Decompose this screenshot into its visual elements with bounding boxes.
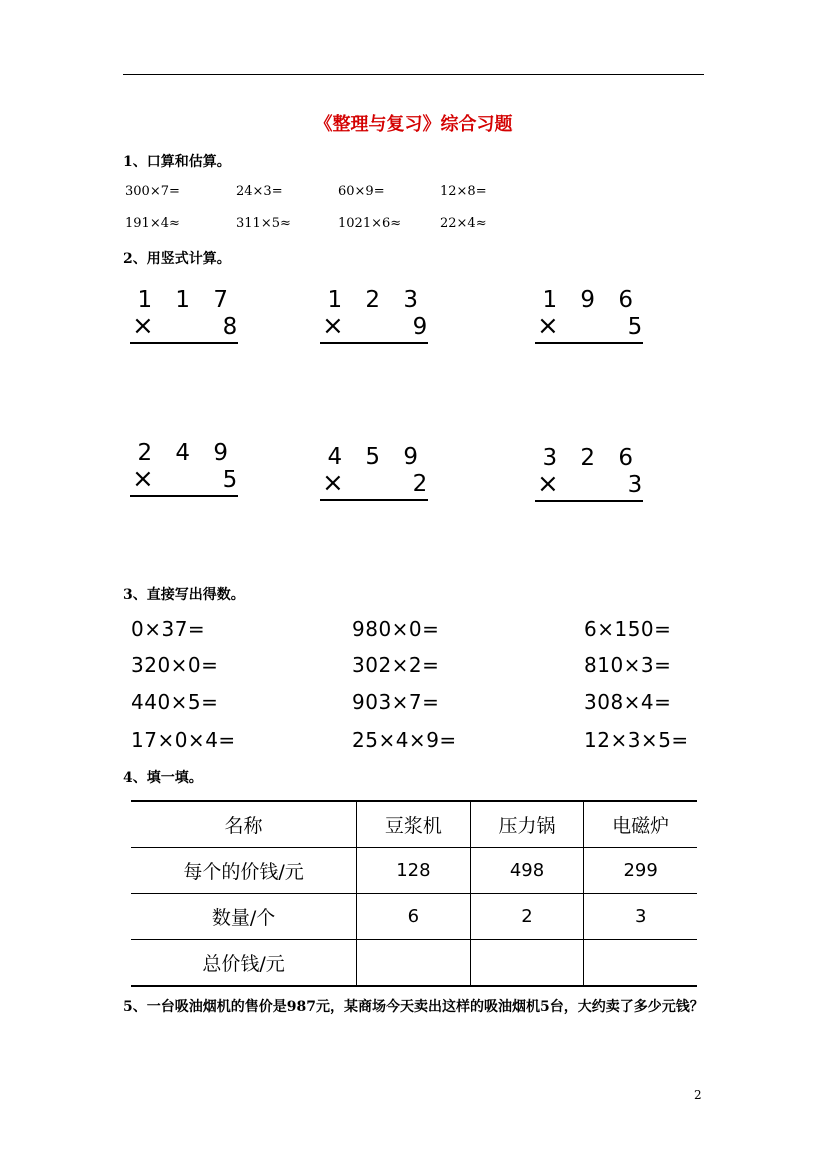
times-sign: × [322, 311, 344, 341]
answer-line [320, 499, 428, 501]
q1-item: 22×4≈ [440, 216, 487, 231]
vertical-problem [320, 287, 430, 347]
multiplicand: 4 5 9 [327, 444, 426, 470]
table-cell: 299 [584, 848, 697, 894]
q1-item: 311×5≈ [236, 216, 291, 231]
q1-item: 1021×6≈ [338, 216, 402, 231]
table-header-cell: 电磁炉 [584, 801, 697, 848]
answer-line [535, 342, 643, 344]
times-sign: × [537, 469, 559, 499]
multiplier: 5 [627, 314, 643, 340]
table-row [131, 848, 697, 894]
times-sign: × [132, 464, 154, 494]
multiplier: 5 [222, 467, 238, 493]
q3-item: 308×4= [584, 690, 672, 714]
table-cell: 6 [357, 894, 471, 940]
q3-heading: 3、直接写出得数。 [123, 587, 245, 603]
multiplicand: 2 4 9 [137, 440, 236, 466]
q3-item: 0×37= [131, 617, 206, 641]
row-label: 每个的价钱/元 [131, 848, 357, 894]
page-title: 《整理与复习》综合习题 [314, 114, 513, 135]
q1-item: 12×8= [440, 184, 487, 199]
answer-cell[interactable] [584, 940, 697, 987]
q5-question: 5、一台吸油烟机的售价是987元，某商场今天卖出这样的吸油烟机5台，大约卖了多少元钱？ [123, 999, 704, 1015]
answer-line [130, 342, 238, 344]
q1-heading: 1、口算和估算。 [123, 154, 231, 170]
q3-item: 980×0= [352, 617, 440, 641]
times-sign: × [537, 311, 559, 341]
vertical-problem [535, 287, 645, 347]
q3-item: 302×2= [352, 653, 440, 677]
answer-cell[interactable] [470, 940, 584, 987]
q3-item: 810×3= [584, 653, 672, 677]
q3-item: 12×3×5= [584, 728, 689, 752]
multiplier: 8 [222, 314, 238, 340]
multiplicand: 1 2 3 [327, 287, 426, 313]
table-header-row [131, 801, 697, 848]
table-header-cell: 名称 [131, 801, 357, 848]
table-header-cell: 压力锅 [470, 801, 584, 848]
answer-line [320, 342, 428, 344]
times-sign: × [132, 311, 154, 341]
vertical-problem [535, 445, 645, 505]
vertical-problem [130, 287, 240, 347]
answer-line [130, 495, 238, 497]
q1-item: 191×4≈ [125, 216, 180, 231]
answer-cell[interactable] [357, 940, 471, 987]
q3-item: 25×4×9= [352, 728, 457, 752]
times-sign: × [322, 468, 344, 498]
row-label: 数量/个 [131, 894, 357, 940]
q3-item: 320×0= [131, 653, 219, 677]
multiplicand: 1 1 7 [137, 287, 236, 313]
table-row [131, 940, 697, 987]
table-row [131, 894, 697, 940]
table-cell: 498 [470, 848, 584, 894]
multiplier: 2 [412, 471, 428, 497]
q1-item: 60×9= [338, 184, 385, 199]
multiplicand: 3 2 6 [542, 445, 641, 471]
q1-item: 300×7= [125, 184, 180, 199]
multiplier: 9 [412, 314, 428, 340]
row-label: 总价钱/元 [131, 940, 357, 987]
multiplicand: 1 9 6 [542, 287, 641, 313]
price-table [131, 800, 697, 987]
vertical-problem [130, 440, 240, 500]
header-rule [123, 74, 704, 75]
vertical-problem [320, 444, 430, 504]
q1-item: 24×3= [236, 184, 283, 199]
table-cell: 3 [584, 894, 697, 940]
q3-item: 903×7= [352, 690, 440, 714]
answer-line [535, 500, 643, 502]
q3-item: 17×0×4= [131, 728, 236, 752]
multiplier: 3 [627, 472, 643, 498]
table-cell: 128 [357, 848, 471, 894]
q3-item: 6×150= [584, 617, 672, 641]
q2-heading: 2、用竖式计算。 [123, 251, 231, 267]
table-header-cell: 豆浆机 [357, 801, 471, 848]
page-number: 2 [694, 1088, 702, 1102]
table-cell: 2 [470, 894, 584, 940]
q3-item: 440×5= [131, 690, 219, 714]
q4-heading: 4、填一填。 [123, 770, 203, 786]
